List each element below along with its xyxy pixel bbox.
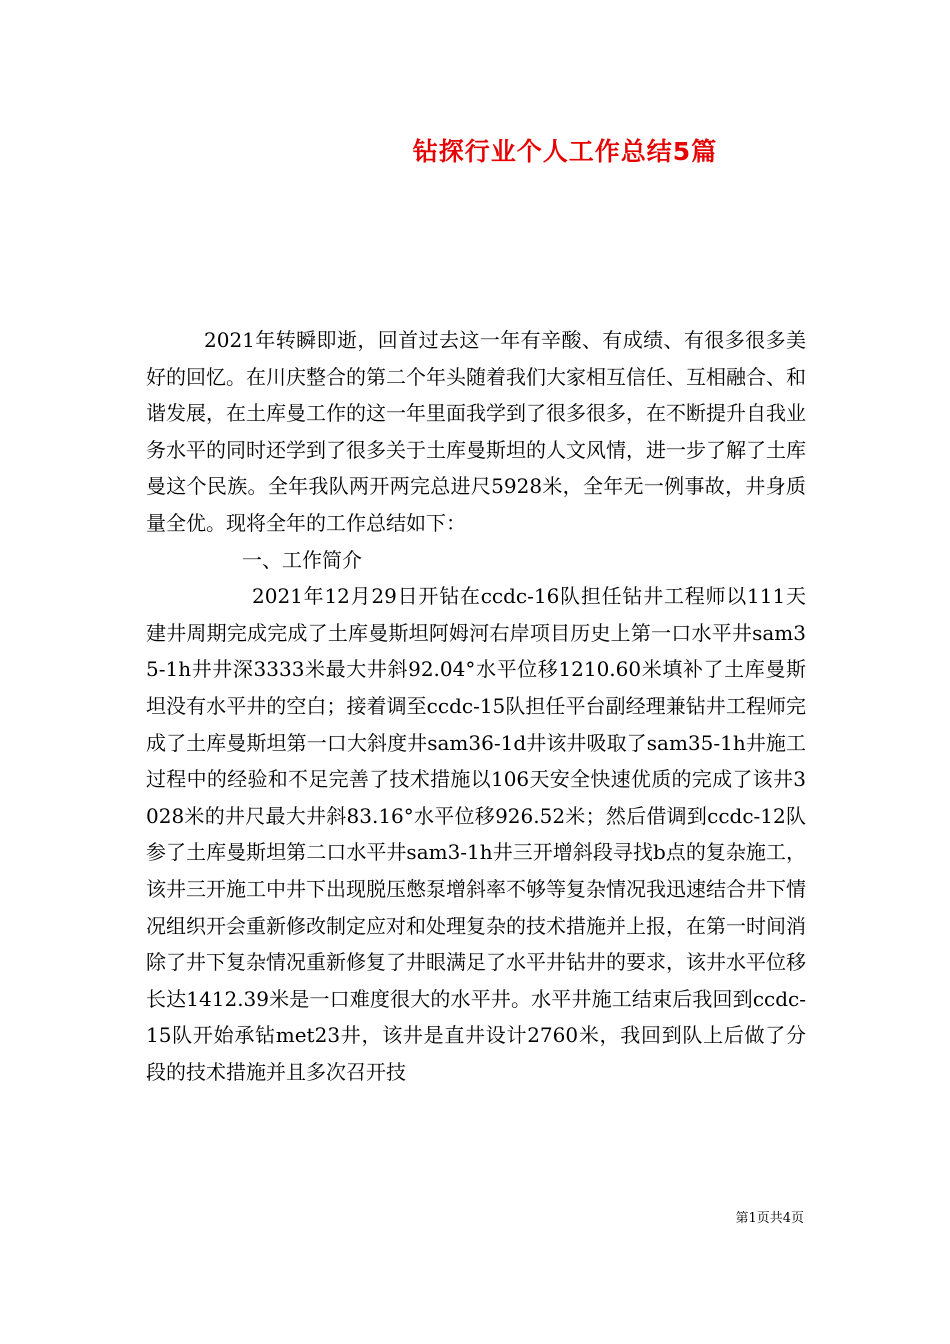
document-body (146, 322, 806, 1090)
section-heading: 一、工作简介 (242, 547, 362, 572)
document-title: 钻探行业个人工作总结5篇 (412, 137, 718, 166)
page-number-footer: 第1页共4页 (735, 1211, 804, 1226)
work-summary-paragraph: 2021年12月29日开钻在ccdc-16队担任钻井工程师以111天建井周期完成完成了土库曼斯坦阿姆河右岸项目历史上第一口水平井sam35-1h井井深3333米最大井斜92.04°水平位移1210.60米填补了土库曼斯坦没有水平井的空白；接着调至ccdc-15队担任平台副经理兼钻井工程师完成了土库曼斯坦第一口大斜度井sam36-1d井该井吸取了sam35-1h井施工过程中的经验和不足完善了技术措施以106天安全快速优质的完成了该井3028米的井尺最大井斜83.16°水平位移926.52米；然后借调到ccdc-12队参了土库曼斯坦第二口水平井sam3-1h井三开增斜段寻找b点的复杂施工，该井三开施工中井下出现脱压憋泵增斜率不够等复杂情况我迅速结合井下情况组织开会重新修改制定应对和处理复杂的技术措施并上报，在第一时间消除了井下复杂情况重新修复了井眼满足了水平井钻井的要求，该井水平位移长达1412.39米是一口难度很大的水平井。水平井施工结束后我回到ccdc-15队开始承钻met23井，该井是直井设计2760米，我回到队上后做了分段的技术措施并且多次召开技 (146, 584, 806, 1084)
intro-paragraph: 2021年转瞬即逝，回首过去这一年有辛酸、有成绩、有很多很多美好的回忆。在川庆整合的第二个年头随着我们大家相互信任、互相融合、和谐发展，在土库曼工作的这一年里面我学到了很多很多，在不断提升自我业务水平的同时还学到了很多关于土库曼斯坦的人文风情，进一步了解了土库曼这个民族。全年我队两开两完总进尺5928米，全年无一例事故，井身质量全优。现将全年的工作总结如下： (146, 328, 806, 535)
